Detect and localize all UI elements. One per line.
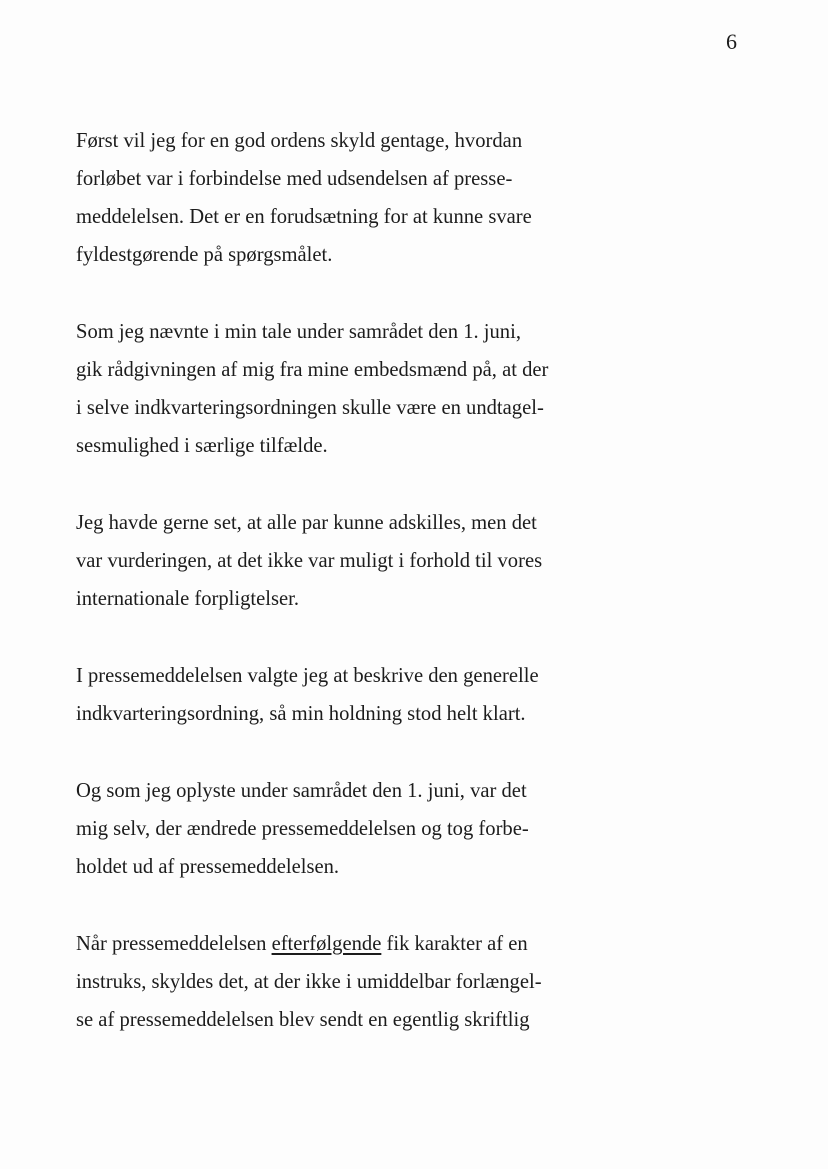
body-text (76, 122, 636, 1078)
paragraph-3 (76, 504, 636, 618)
text-line: holdet ud af pressemeddelelsen. (76, 856, 340, 878)
text-line: internationale forpligtelser. (76, 588, 300, 610)
text-line: var vurderingen, at det ikke var muligt i forhold til vores (76, 550, 543, 572)
text-line: Og som jeg oplyste under samrådet den 1. juni, var det (76, 780, 527, 802)
text-segment: Når pressemeddelelsen (76, 933, 272, 955)
text-line: instruks, skyldes det, at der ikke i umiddelbar forlængel- (76, 971, 542, 993)
text-line-with-underline (76, 925, 636, 963)
text-line: i selve indkvarteringsordningen skulle være en undtagel- (76, 397, 544, 419)
text-segment: fik karakter af en (381, 933, 528, 955)
text-line: I pressemeddelelsen valgte jeg at beskrive den generelle (76, 665, 539, 687)
text-line: mig selv, der ændrede pressemeddelelsen og tog forbe- (76, 818, 529, 840)
text-line: se af pressemeddelelsen blev sendt en egentlig skriftlig (76, 1009, 530, 1031)
text-line: Som jeg nævnte i min tale under samrådet den 1. juni, (76, 321, 521, 343)
text-line: Jeg havde gerne set, at alle par kunne adskilles, men det (76, 512, 537, 534)
text-line: fyldestgørende på spørgsmålet. (76, 244, 333, 266)
text-line: gik rådgivningen af mig fra mine embedsmænd på, at der (76, 359, 549, 381)
text-line: sesmulighed i særlige tilfælde. (76, 435, 328, 457)
paragraph-6 (76, 925, 636, 1039)
underlined-word: efterfølgende (271, 933, 382, 955)
paragraph-1 (76, 122, 636, 274)
paragraph-2 (76, 313, 636, 465)
paragraph-4 (76, 657, 636, 733)
paragraph-5 (76, 772, 636, 886)
page-number: 6 (726, 29, 737, 54)
text-line: indkvarteringsordning, så min holdning stod helt klart. (76, 703, 526, 725)
text-line: meddelelsen. Det er en forudsætning for at kunne svare (76, 206, 532, 228)
text-line: forløbet var i forbindelse med udsendelsen af presse- (76, 168, 513, 190)
text-line: Først vil jeg for en god ordens skyld gentage, hvordan (76, 130, 523, 152)
